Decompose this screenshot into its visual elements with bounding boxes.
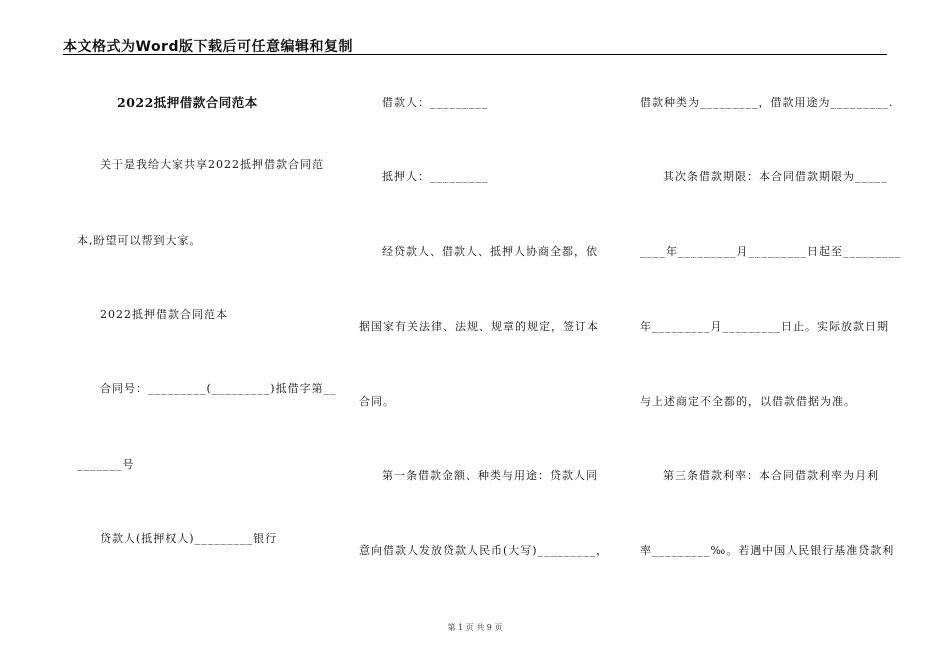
text-line: 2022抵押借款合同范本 (100, 308, 228, 321)
text-line: 本,盼望可以帮到大家。 (77, 234, 202, 247)
text-line: 据国家有关法律、法规、规章的规定，签订本 (359, 320, 599, 333)
text-line: 贷款人(抵押权人)_________银行 (100, 532, 278, 545)
contract-title: 2022抵押借款合同范本 (117, 95, 258, 110)
text-line: 与上述商定不全都的，以借款借据为准。 (640, 395, 856, 408)
text-line: 合同。 (359, 395, 395, 408)
text-line: 经贷款人、借款人、抵押人协商全都，依 (382, 245, 598, 258)
text-line: 意向借款人发放贷款人民币(大写)_________， (359, 544, 609, 557)
page-number: 第 1 页 共 9 页 (447, 623, 503, 632)
text-line: 率_________‰。若遇中国人民银行基准贷款利 (640, 544, 895, 557)
text-line: 第三条借款利率：本合同借款利率为月利 (663, 469, 879, 482)
text-line: 借款种类为_________，借款用途为_________. (640, 96, 894, 109)
text-line: 关于是我给大家共享2022抵押借款合同范 (100, 158, 324, 171)
text-line: 第一条借款金额、种类与用途：贷款人同 (382, 469, 598, 482)
text-line: 其次条借款期限：本合同借款期限为_____ (663, 170, 888, 183)
text-line: _______号 (77, 458, 135, 471)
text-line: 合同号：_________(_________)抵借字第__ (100, 382, 337, 395)
text-line: 借款人：_________ (382, 96, 489, 109)
text-line: 年_________月_________日止。实际放款日期 (640, 320, 889, 333)
text-line: ____年_________月_________日起至_________ (640, 245, 902, 258)
document-header: 本文格式为Word版下载后可任意编辑和复制 (63, 39, 353, 55)
text-line: 抵押人：_________ (382, 170, 489, 183)
header-rule (63, 54, 887, 55)
